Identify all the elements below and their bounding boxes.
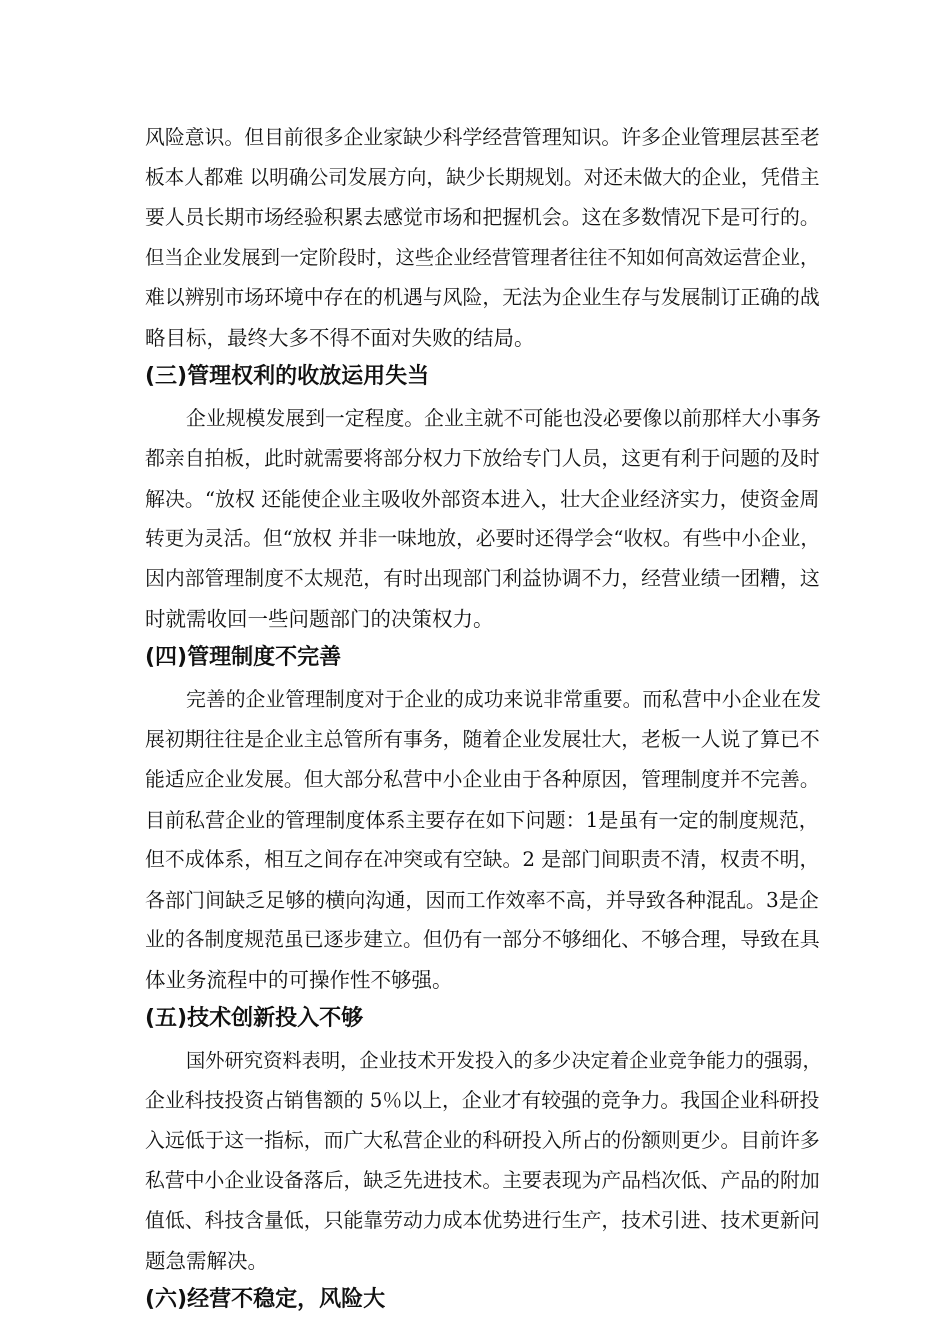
paragraph-first-line: 完善的企业管理制度对于企业的成功来说非常重要。而私营中小企业在发 — [186, 688, 822, 711]
paragraph-line: 值低、科技含量低，只能靠劳动力成本优势进行生产，技术引进、技术更新问 — [145, 1209, 820, 1232]
paragraph-line: 能适应企业发展。但大部分私营中小企业由于各种原因，管理制度并不完善。 — [145, 768, 820, 791]
paragraph-line: 但不成体系，相互之间存在冲突或有空缺。2 是部门间职责不清，权责不明， — [145, 848, 820, 871]
section-heading: (四)管理制度不完善 — [145, 645, 342, 670]
document-body — [145, 118, 820, 1322]
paragraph-line: 难以辨别市场环境中存在的机遇与风险，无法为企业生存与发展制订正确的战 — [145, 286, 820, 309]
section-heading: (六)经营不稳定，风险大 — [145, 1287, 386, 1312]
paragraph-line: 解决。“放权 还能使企业主吸收外部资本进入，壮大企业经济实力，使资金周 — [145, 487, 820, 511]
paragraph-line: 目前私营企业的管理制度体系主要存在如下问题：1是虽有一定的制度规范， — [145, 808, 819, 832]
paragraph-first-line: 国外研究资料表明，企业技术开发投入的多少决定着企业竞争能力的强弱， — [186, 1049, 822, 1072]
paragraph-line: 但当企业发展到一定阶段时，这些企业经营管理者往往不知如何高效运营企业， — [145, 246, 820, 269]
paragraph-line: 业的各制度规范虽已逐步建立。但仍有一部分不够细化、不够合理，导致在具 — [145, 928, 820, 951]
paragraph-line: 风险意识。但目前很多企业家缺少科学经营管理知识。许多企业管理层甚至老 — [145, 126, 820, 149]
paragraph-line: 私营中小企业设备落后，缺乏先进技术。主要表现为产品档次低、产品的附加 — [145, 1169, 820, 1192]
paragraph-first-line: 企业规模发展到一定程度。企业主就不可能也没必要像以前那样大小事务 — [186, 407, 822, 430]
paragraph-line: 企业科技投资占销售额的 5％以上，企业才有较强的竞争力。我国企业科研投 — [145, 1089, 820, 1112]
section-heading: (五)技术创新投入不够 — [145, 1006, 364, 1031]
paragraph-line: 展初期往往是企业主总管所有事务，随着企业发展壮大，老板一人说了算已不 — [145, 728, 820, 751]
paragraph-line: 时就需收回一些问题部门的决策权力。 — [145, 607, 494, 631]
paragraph-line: 转更为灵活。但“放权 并非一味地放，必要时还得学会“收权。有些中小企业， — [145, 527, 821, 550]
section-heading: (三)管理权利的收放运用失当 — [145, 364, 430, 389]
paragraph-line: 都亲自拍板，此时就需要将部分权力下放给专门人员，这更有利于问题的及时 — [145, 447, 820, 470]
paragraph-line: 各部门间缺乏足够的横向沟通，因而工作效率不高，并导致各种混乱。3是企 — [145, 888, 819, 912]
paragraph-line: 体业务流程中的可操作性不够强。 — [145, 968, 453, 992]
paragraph-line: 因内部管理制度不太规范，有时出现部门利益协调不力，经营业绩一团糟，这 — [145, 567, 820, 590]
paragraph-line: 略目标，最终大多不得不面对失败的结局。 — [145, 326, 535, 350]
paragraph-line: 板本人都难 以明确公司发展方向，缺少长期规划。对还未做大的企业，凭借主 — [145, 166, 820, 189]
paragraph-line: 题急需解决。 — [145, 1249, 268, 1273]
paragraph-line: 入远低于这一指标，而广大私营企业的科研投入所占的份额则更少。目前许多 — [145, 1129, 820, 1152]
paragraph-line: 要人员长期市场经验积累去感觉市场和把握机会。这在多数情况下是可行的。 — [145, 206, 820, 229]
